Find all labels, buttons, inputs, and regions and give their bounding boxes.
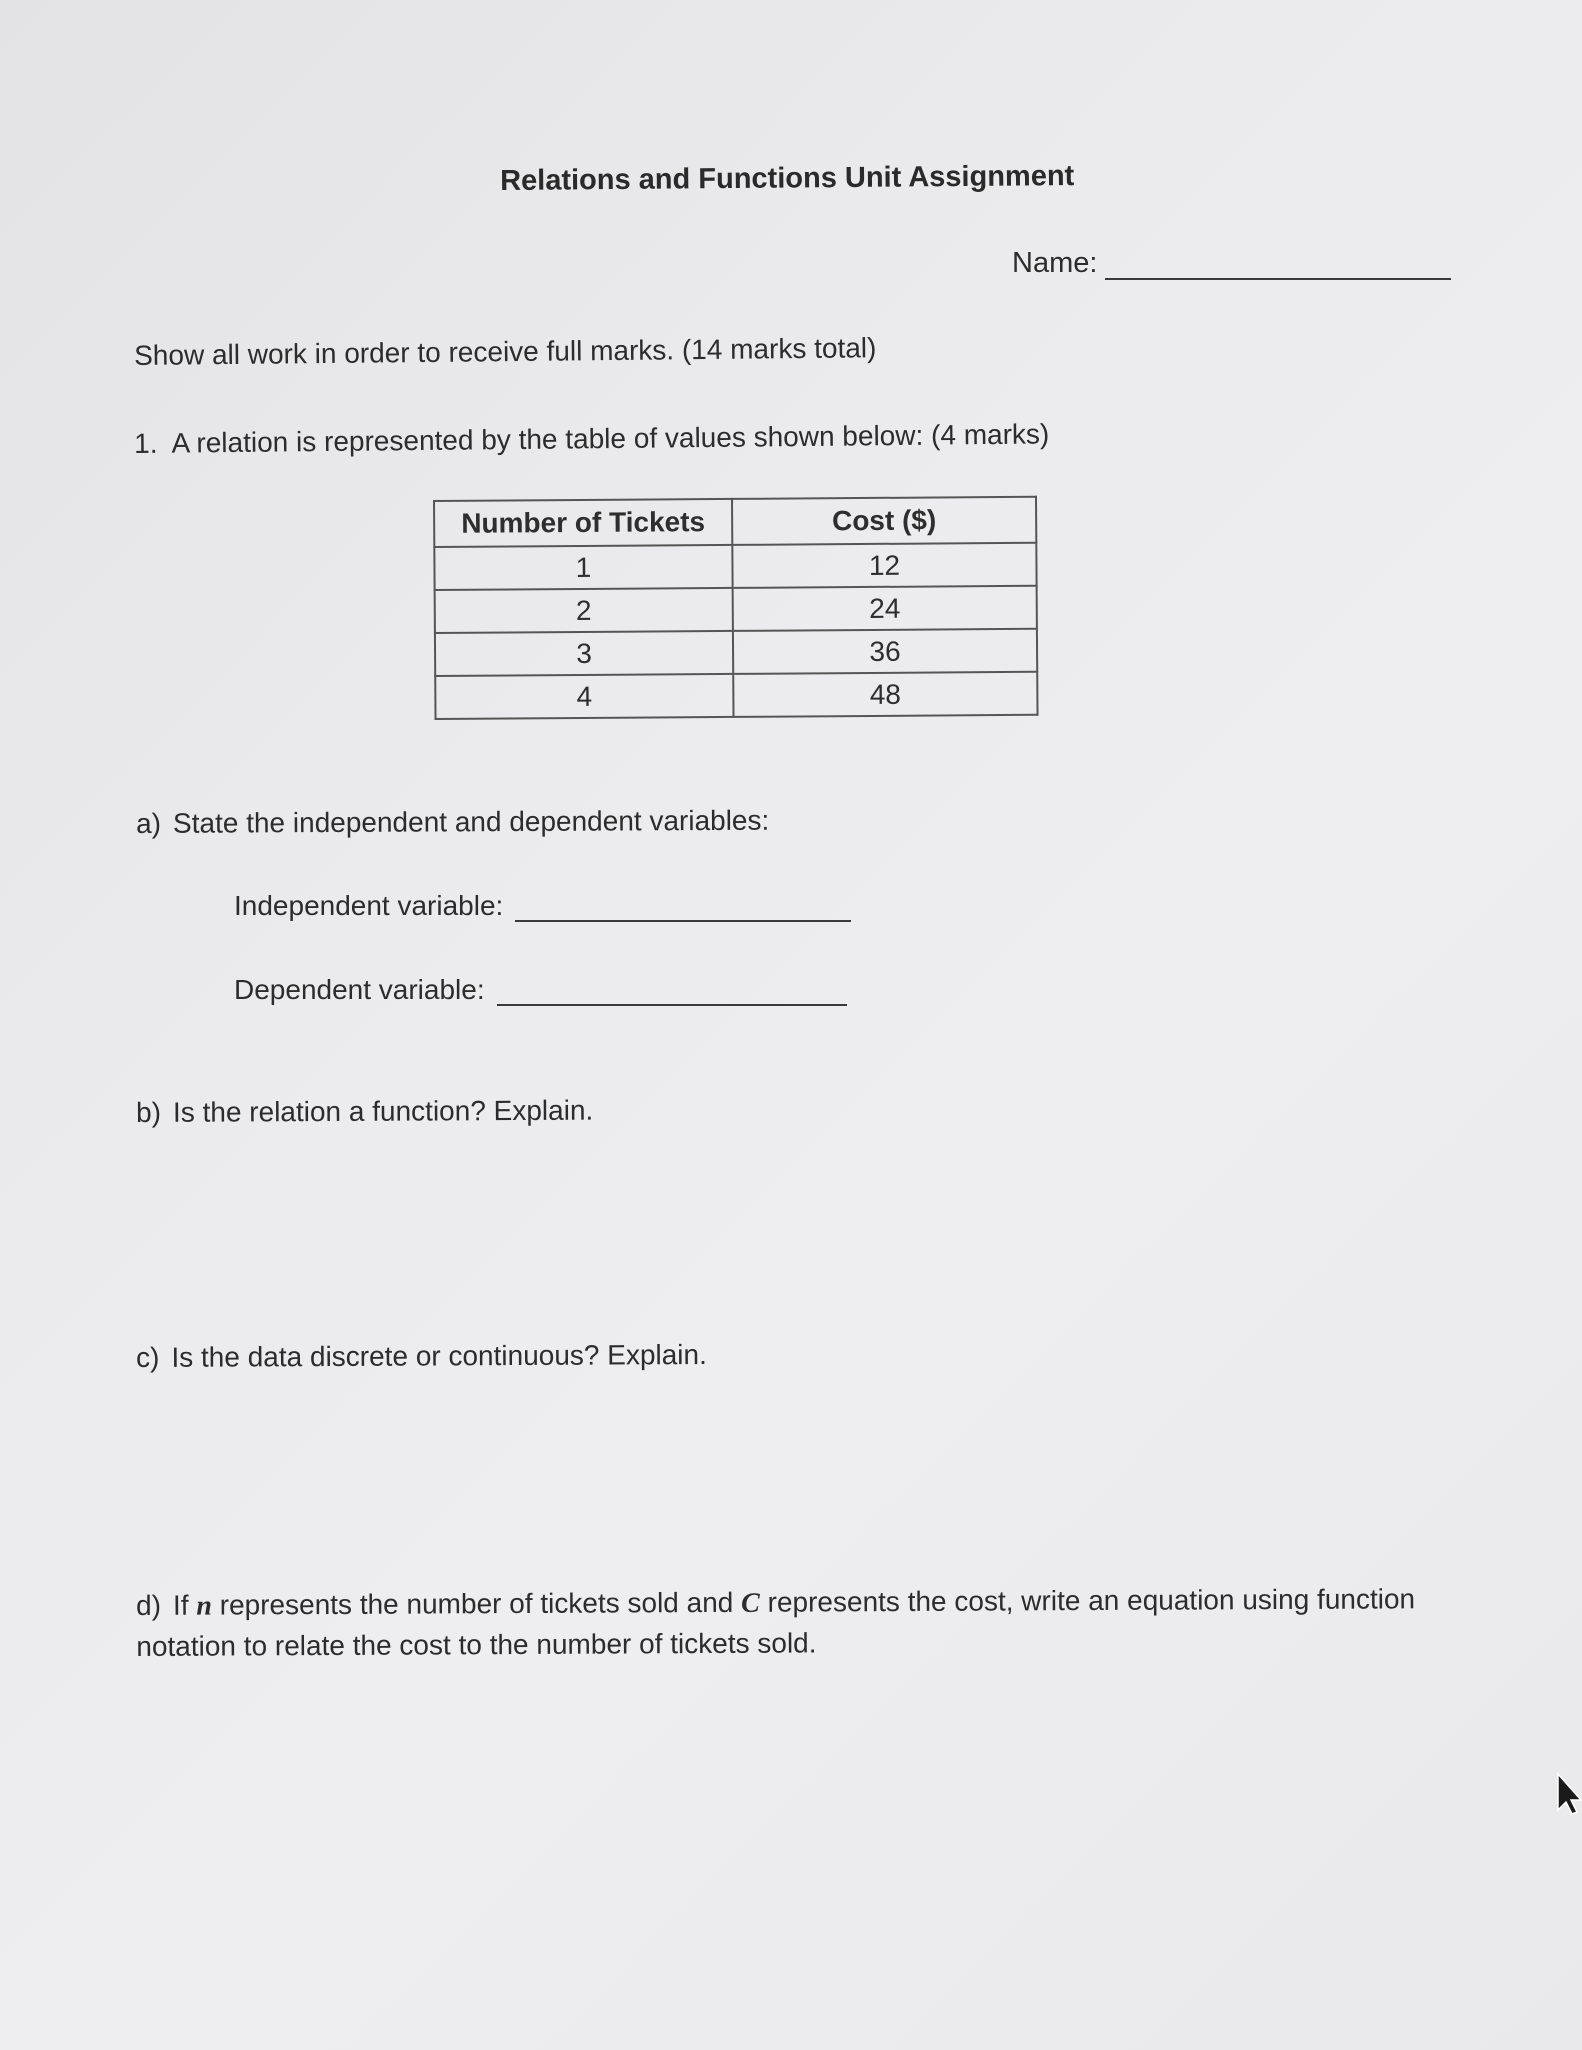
instructions-text: Show all work in order to receive full marks. (14 marks total) — [134, 332, 877, 371]
independent-variable-blank-line[interactable] — [515, 894, 851, 922]
table-row — [435, 629, 1037, 676]
cost-cell: 24 — [733, 586, 1037, 631]
tickets-cell: 4 — [435, 674, 733, 719]
name-blank-line[interactable] — [1105, 252, 1451, 280]
independent-variable-label: Independent variable: — [234, 890, 504, 921]
part-d-prompt — [136, 1579, 1476, 1667]
part-d-text-1: If — [172, 1589, 189, 1621]
cost-cell: 48 — [733, 672, 1037, 717]
part-d-text-3: represents the cost, write an equation using function notation to relate the cost to the number of tickets sold. — [136, 1583, 1416, 1662]
cost-cell: 36 — [733, 629, 1037, 674]
variable-c: C — [741, 1587, 760, 1619]
tickets-cell: 3 — [435, 631, 733, 676]
tickets-cell: 1 — [434, 545, 732, 590]
name-field-row — [1012, 247, 1451, 280]
table-row — [435, 586, 1037, 633]
part-c-text: Is the data discrete or continuous? Explain. — [171, 1339, 707, 1373]
table-header-row — [434, 497, 1036, 547]
header-number-of-tickets: Number of Tickets — [434, 499, 732, 547]
part-a-label: a) — [136, 807, 162, 839]
tickets-cell: 2 — [435, 588, 733, 633]
part-d-text-2: represents the number of tickets sold and — [219, 1586, 734, 1621]
part-c-label: c) — [136, 1341, 160, 1373]
table-row — [435, 672, 1037, 719]
part-c-prompt — [136, 1339, 707, 1374]
mouse-pointer-icon — [1556, 1772, 1582, 1816]
part-b-label: b) — [136, 1096, 162, 1128]
page-title: Relations and Functions Unit Assignment — [500, 159, 1075, 197]
independent-variable-row — [234, 890, 851, 922]
table-of-values — [433, 496, 1039, 720]
cost-cell: 12 — [732, 543, 1036, 588]
part-a-prompt — [136, 805, 769, 840]
part-b-prompt — [136, 1095, 593, 1129]
dependent-variable-blank-line[interactable] — [497, 978, 847, 1006]
question-1-prompt — [134, 418, 1049, 460]
name-label: Name: — [1012, 247, 1098, 279]
dependent-variable-row — [234, 974, 847, 1006]
dependent-variable-label: Dependent variable: — [234, 974, 485, 1005]
part-b-text: Is the relation a function? Explain. — [172, 1094, 594, 1128]
variable-n: n — [196, 1590, 213, 1622]
question-1-text: A relation is represented by the table of values shown below: (4 marks) — [171, 418, 1050, 459]
part-d-label: d) — [136, 1589, 162, 1621]
part-a-text: State the independent and dependent variables: — [172, 804, 770, 839]
header-cost: Cost ($) — [732, 497, 1036, 545]
question-1-number: 1. — [134, 427, 158, 459]
table-row — [434, 543, 1036, 590]
